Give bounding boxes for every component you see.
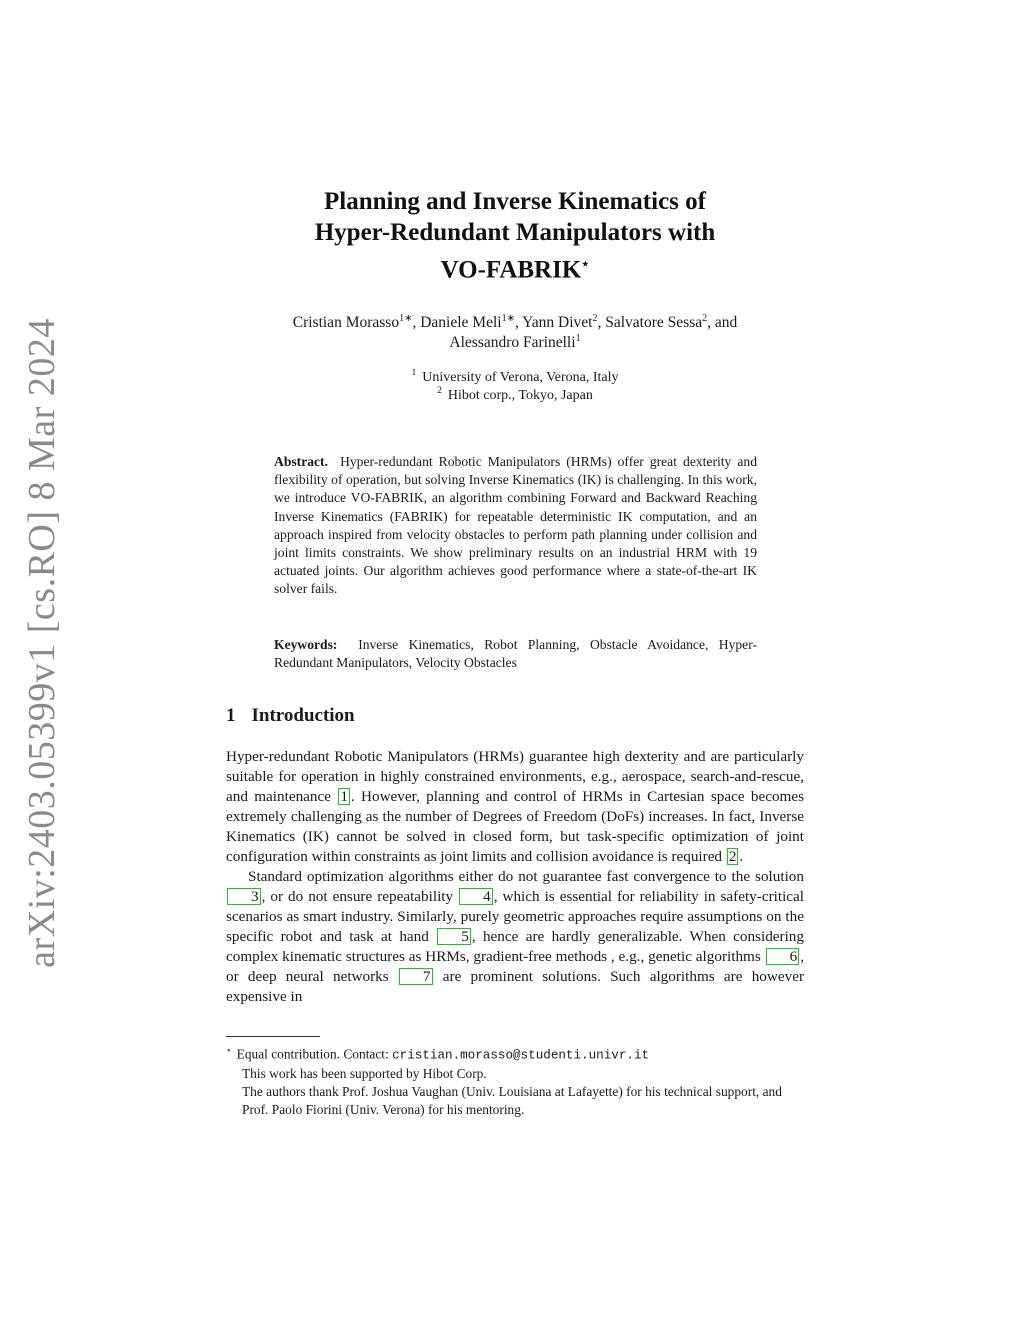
footnote: ⋆ Equal contribution. Contact: cristian.morasso@studenti.univr.it — [226, 1045, 650, 1063]
affiliation: $^1$ University of Verona, Verona, Italy — [411, 368, 619, 385]
author-name: Cristian Morasso — [292, 314, 400, 331]
citation-link[interactable]: 6 — [766, 948, 800, 965]
footnote-rule — [226, 1036, 320, 1037]
title-line-2: Hyper-Redundant Manipulators with — [314, 219, 716, 246]
abstract-label: Abstract. — [274, 454, 328, 469]
citation-link[interactable]: 4 — [459, 888, 493, 905]
abstract — [274, 453, 757, 599]
footnote-mark: ⋆ — [226, 1045, 232, 1055]
citation-link[interactable]: 2 — [728, 848, 737, 865]
title-footnote-mark: ⋆ — [581, 256, 590, 271]
section-title: Introduction — [251, 705, 355, 726]
citation-link[interactable]: 5 — [437, 928, 471, 945]
author-name: Daniele Meli — [420, 314, 502, 331]
paper-title — [220, 186, 810, 285]
author-name: Salvatore Sessa — [605, 314, 703, 331]
introduction-body — [226, 747, 804, 1007]
footnote-funding: This work has been supported by Hibot Corp. — [242, 1065, 487, 1081]
contact-email[interactable]: cristian.morasso@studenti.univr.it — [392, 1048, 650, 1063]
affiliations — [220, 369, 810, 405]
title-line-1: Planning and Inverse Kinematics of — [324, 188, 706, 215]
author-name: Alessandro Farinelli — [449, 334, 576, 351]
citation-link[interactable]: 7 — [399, 968, 433, 985]
author-line-2: Alessandro Farinelli$^1$ — [449, 332, 581, 351]
arxiv-identifier-stamp: arXiv:2403.05399v1 [cs.RO] 8 Mar 2024 — [21, 318, 63, 968]
affiliation: $^2$ Hibot corp., Tokyo, Japan — [437, 386, 593, 403]
keywords — [274, 636, 757, 672]
section-number: 1 — [226, 705, 236, 726]
keywords-label: Keywords: — [274, 637, 338, 652]
author-line-1: Cristian Morasso$^{1∗}$, Daniele Meli$^{1∗}$, Yann Divet$^2$, Salvatore Sessa$^2$, and — [292, 312, 738, 331]
author-name: Yann Divet — [522, 314, 593, 331]
footnote-acknowledgements: The authors thank Prof. Joshua Vaughan (Univ. Louisiana at Lafayette) for his technical support, and Prof. Paolo Fiorini (Univ. Verona) for his mentoring. — [242, 1084, 782, 1118]
section-heading — [226, 705, 355, 727]
citation-link[interactable]: 3 — [227, 888, 261, 905]
abstract-text: Hyper-redundant Robotic Manipulators (HRMs) offer great dexterity and flexibility of operation, but solving Inverse Kinematics (IK) is challenging. In this work, we introduce VO-FABRIK, an algorithm combining Forward and Backward Reaching Inverse Kinematics (FABRIK) for repeatable deterministic IK computation, and an approach inspired from velocity obstacles to perform path planning under collision and joint limits constraints. We show preliminary results on an industrial HRM with 19 actuated joints. Our algorithm achieves good performance where a state-of-the-art IK solver fails. — [274, 454, 758, 597]
keywords-text: Inverse Kinematics, Robot Planning, Obstacle Avoidance, Hyper-Redundant Manipulators, Velocity Obstacles — [274, 637, 757, 671]
paragraph: Hyper-redundant Robotic Manipulators (HRMs) guarantee high dexterity and are particularly suitable for operation in highly constrained environments, e.g., aerospace, search-and-rescue, and maintenance 1 . However, planning and control of HRMs in Cartesian space becomes extremely challenging as the number of Degrees of Freedom (DoFs) increases. In fact, Inverse Kinematics (IK) cannot be solved in closed form, but task-specific optimization of joint configuration within constraints as joint limits and collision avoidance is required 2 . — [226, 748, 805, 865]
title-line-3: VO-FABRIK⋆ — [440, 256, 590, 284]
citation-link[interactable]: 1 — [340, 788, 348, 805]
author-list — [220, 313, 810, 353]
footnotes — [226, 1041, 804, 1120]
paragraph: Standard optimization algorithms either do not guarantee fast convergence to the solution 3 , or do not ensure repeatability 4 , which is essential for reliability in safety-critical scenarios as smart industry. Similarly, purely geometric approaches require assumptions on the specific robot and task at hand 5 , hence are hardly generalizable. When considering complex kinematic structures as HRMs, gradient-free methods , e.g., genetic algorithms 6 , or deep neural networks 7 are prominent solutions. Such algorithms are however expensive in — [226, 868, 804, 1005]
